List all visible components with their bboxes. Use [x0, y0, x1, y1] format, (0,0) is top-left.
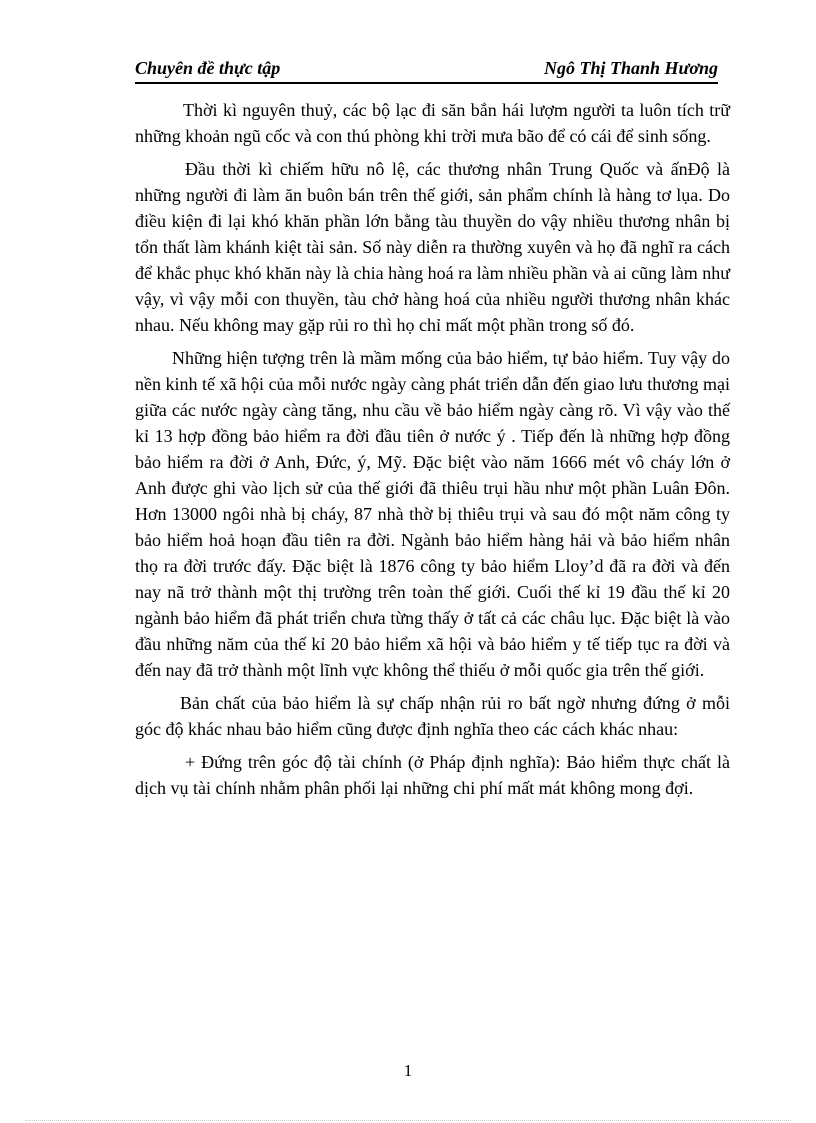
header-document-title: Chuyên đề thực tập: [135, 58, 281, 78]
page-header: [135, 58, 718, 84]
page-number: 1: [403, 1061, 413, 1080]
paragraph-insurance-history: Những hiện tượng trên là mầm mống của bảo hiểm, tự bảo hiểm. Tuy vậy do nền kinh tế xã hội của mỗi nước ngày càng phát triển dẫn đến giao lưu thương mại giữa các nước ngày càng tăng, nhu cầu về bảo hiểm ngày càng rõ. Vì vậy vào thế kỉ 13 hợp đồng bảo hiểm ra đời đầu tiên ở nước ý . Tiếp đến là những hợp đồng bảo hiểm ra đời ở Anh, Đức, ý, Mỹ. Đặc biệt vào năm 1666 mét vô cháy lớn ở Anh được ghi vào lịch sử của thế giới đã thiêu trụi hầu như một phần Luân Đôn. Hơn 13000 ngôi nhà bị cháy, 87 nhà thờ bị thiêu trụi và sau đó một năm công ty bảo hiểm hoả hoạn đầu tiên ra đời. Ngành bảo hiểm hàng hải và bảo hiểm nhân thọ ra đời trước đấy. Đặc biệt là 1876 công ty bảo hiểm Lloy’d đã ra đời và đến nay nã trở thành một thị trường trên toàn thế giới. Cuối thế kỉ 19 đầu thế kỉ 20 ngành bảo hiểm đã phát triển chưa từng thấy ở tất cả các châu lục. Đặc biệt là vào đầu những năm của thế kỉ 20 bảo hiểm xã hội và bảo hiểm y tế tiếp tục ra đời và đến nay đã trở thành một lĩnh vực không thể thiếu ở mỗi quốc gia trên thế giới.: [135, 348, 730, 680]
header-author-name: Ngô Thị Thanh Hương: [544, 58, 718, 78]
document-body: [135, 97, 730, 808]
paragraph-financial-definition: + Đứng trên góc độ tài chính (ở Pháp định nghĩa): Bảo hiểm thực chất là dịch vụ tài chính nhằm phân phối lại những chi phí mất mát không mong đợi.: [135, 752, 730, 798]
paragraph-slavery-era-traders: Đầu thời kì chiếm hữu nô lệ, các thương nhân Trung Quốc và ấnĐộ là những người đi làm ăn buôn bán trên thế giới, sản phẩm chính là hàng tơ lụa. Do điều kiện đi lại khó khăn phần lớn bằng tàu thuyền do vậy nhiều thương nhân bị tổn thất làm khánh kiệt tài sản. Số này diễn ra thường xuyên và họ đã nghĩ ra cách để khắc phục khó khăn này là chia hàng hoá ra làm nhiều phần và ai cũng làm như vậy, vì vậy mỗi con thuyền, tàu chở hàng hoá của nhiều người thương nhân khác nhau. Nếu không may gặp rủi ro thì họ chỉ mất một phần trong số đó.: [135, 159, 730, 335]
paragraph-primitive-era: Thời kì nguyên thuỷ, các bộ lạc đi săn bắn hái lượm người ta luôn tích trữ những khoản ngũ cốc và con thú phòng khi trời mưa bão để có cái để sinh sống.: [135, 100, 730, 146]
footer-divider: [25, 1120, 791, 1121]
paragraph-insurance-nature: Bản chất của bảo hiểm là sự chấp nhận rủi ro bất ngờ nhưng đứng ở mỗi góc độ khác nhau bảo hiểm cũng được định nghĩa theo các cách khác nhau:: [135, 693, 730, 739]
